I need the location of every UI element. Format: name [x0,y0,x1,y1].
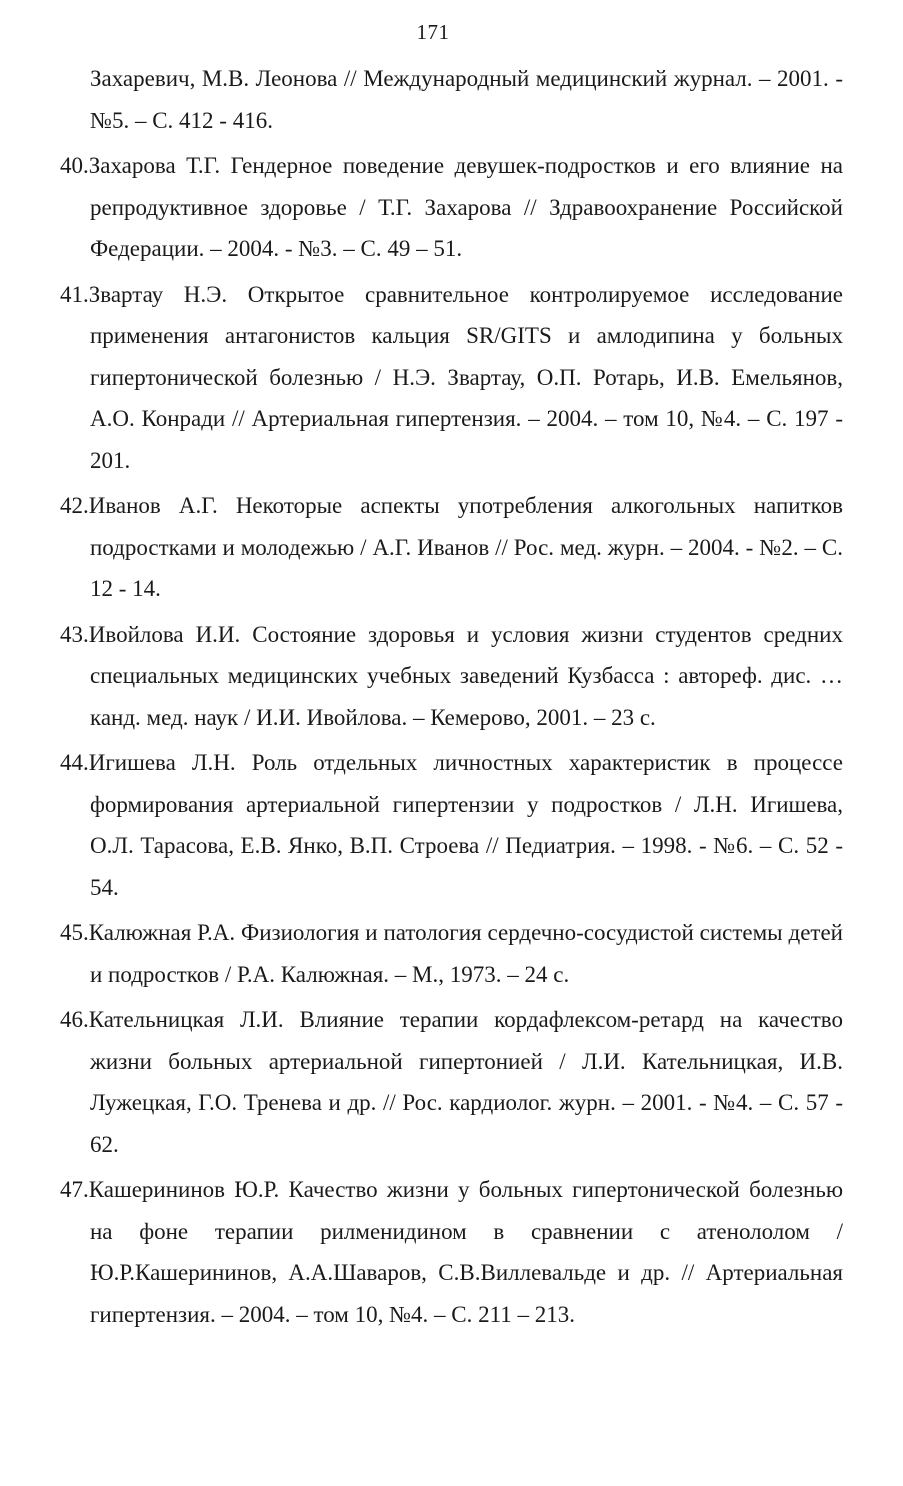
reference-number: 47. [60,1177,89,1202]
reference-item [60,485,843,610]
reference-item [60,1169,843,1335]
reference-text: Захаревич, М.В. Леонова // Международный медицинский журнал. – 2001. - №5. – С. 412 - 416. [90,66,843,133]
page-number: 171 [416,20,450,44]
reference-item [60,145,843,270]
reference-number: 44. [60,750,89,775]
reference-number: 46. [60,1007,89,1032]
reference-number: 40. [60,153,89,178]
reference-text: Игишева Л.Н. Роль отдельных личностных характеристик в процессе формирования артериальной гипертензии у подростков / Л.Н. Игишева, О.Л. Тарасова, Е.В. Янко, В.П. Строева // Педиатрия. – 1998. - №6. – С. 52 - 54. [88,750,843,900]
reference-text: Кательницкая Л.И. Влияние терапии кордафлексом-ретард на качество жизни больных артериальной гипертонией / Л.И. Кательницкая, И.В. Лужецкая, Г.О. Тренева и др. // Рос. кардиолог. журн. – 2001. - №4. – С. 57 - 62. [88,1007,843,1157]
reference-number: 42. [60,493,89,518]
reference-number: 45. [60,920,89,945]
reference-text: Захарова Т.Г. Гендерное поведение девушек-подростков и его влияние на репродуктивное здоровье / Т.Г. Захарова // Здравоохранение Российской Федерации. – 2004. - №3. – С. 49 – 51. [88,153,843,261]
reference-item [60,274,843,482]
reference-item [60,999,843,1165]
reference-item [60,614,843,739]
reference-text: Звартау Н.Э. Открытое сравнительное контролируемое исследование применения антагонистов кальция SR/GITS и амлодипина у больных гипертонической болезнью / Н.Э. Звартау, О.П. Ротарь, И.В. Емельянов, А.О. Конради // Артериальная гипертензия. – 2004. – том 10, №4. – С. 197 - 201. [88,281,843,473]
reference-text: Ивойлова И.И. Состояние здоровья и условия жизни студентов средних специальных медицинских учебных заведений Кузбасса : автореф. дис. … канд. мед. наук / И.И. Ивойлова. – Кемерово, 2001. – 23 с. [88,621,843,730]
reference-number: 43. [60,621,89,647]
reference-text: Калюжная Р.А. Физиология и патология сердечно-сосудистой системы детей и подростков / Р.А. Калюжная. – М., 1973. – 24 с. [88,920,843,987]
reference-number: 41. [60,281,89,307]
reference-text: Иванов А.Г. Некоторые аспекты употребления алкогольных напитков подростками и молодежью / А.Г. Иванов // Рос. мед. журн. – 2004. - №2. – С. 12 - 14. [88,493,843,601]
reference-list [60,58,843,1335]
reference-item [60,58,843,141]
reference-text: Кашерининов Ю.Р. Качество жизни у больных гипертонической болезнью на фоне терапии рилменидином в сравнении с атенололом / Ю.Р.Кашерининов, А.А.Шаваров, С.В.Виллевальде и др. // Артериальная гипертензия. – 2004. – том 10, №4. – С. 211 – 213. [88,1177,843,1327]
reference-item [60,912,843,995]
reference-item [60,742,843,908]
